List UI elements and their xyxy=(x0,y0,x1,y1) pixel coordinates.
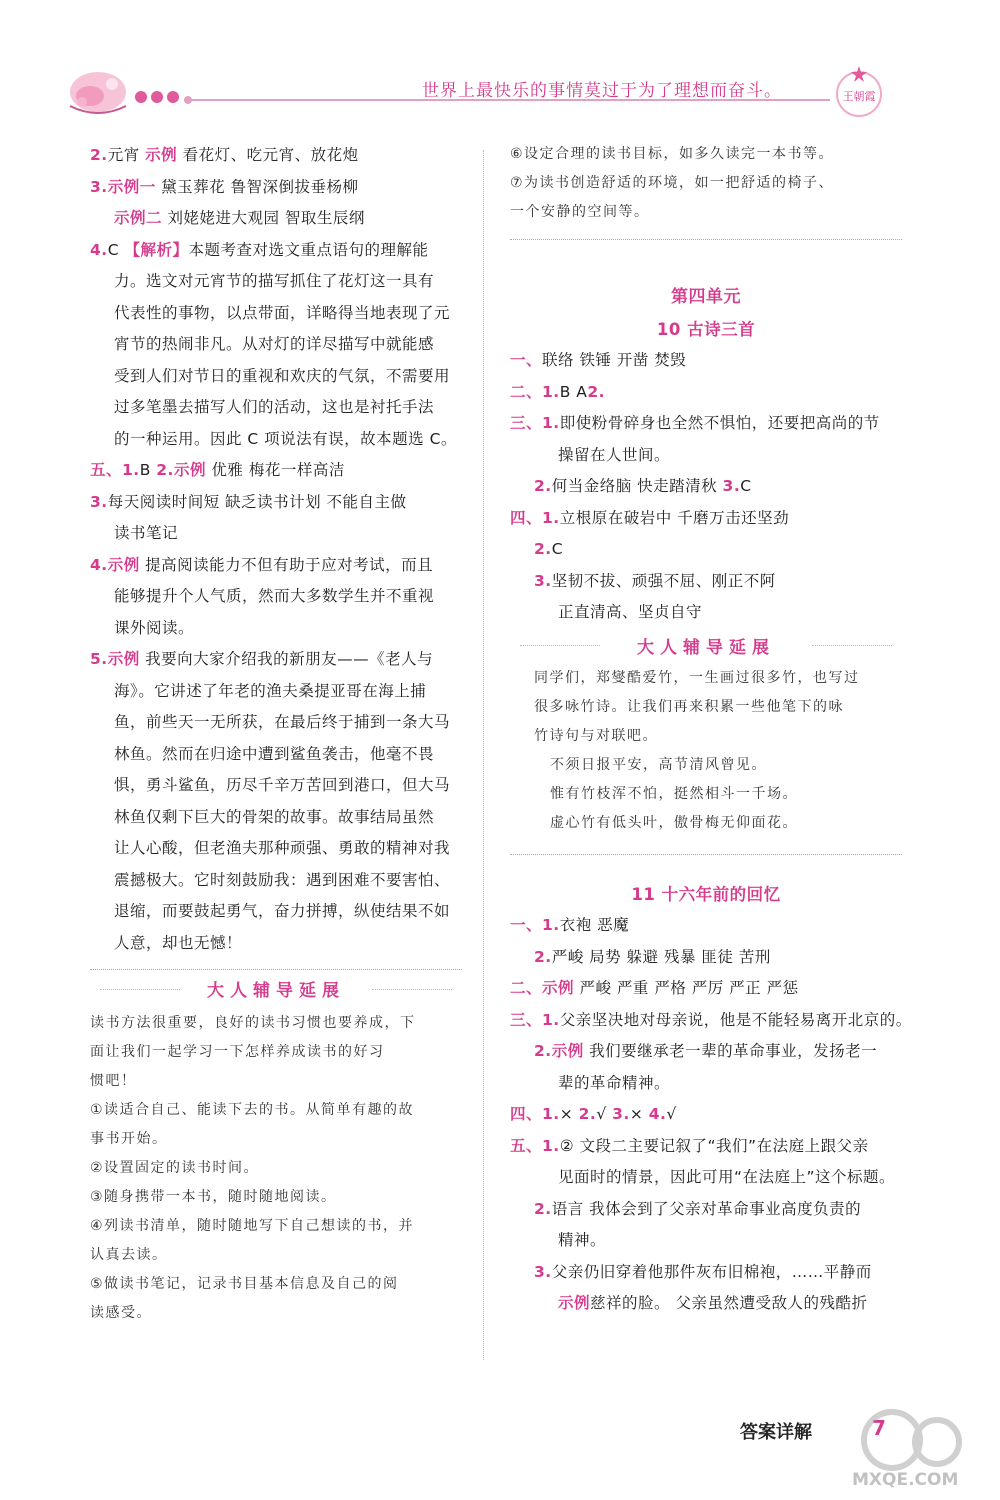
answer-text: 每天阅读时间短 缺乏读书计划 不能自主做 xyxy=(107,492,407,511)
extension-line: ⑤做读书笔记，记录书目基本信息及自己的阅 xyxy=(90,1276,399,1292)
item-number: 1. xyxy=(542,916,560,934)
answer-line xyxy=(90,833,462,865)
answer-line xyxy=(90,865,462,897)
answer-text: 元宵 xyxy=(107,146,146,164)
lesson-10-title: 10 古诗三首 xyxy=(656,319,756,339)
answer-text: 林鱼仅剩下巨大的骨架的故事。故事结局虽然 xyxy=(114,807,435,826)
answer-text: × xyxy=(559,1105,579,1123)
answer-text: 即使粉骨碎身也全然不惧怕，还要把高尚的节 xyxy=(559,414,880,432)
answer-line xyxy=(90,487,462,519)
answer-line xyxy=(510,910,902,942)
item-number: 2. xyxy=(534,947,552,966)
brand-badge-text: 王朝霞 xyxy=(842,90,876,103)
extension-line: ②设置固定的读书时间。 xyxy=(90,1160,260,1176)
lesson-11-answers xyxy=(510,910,912,1320)
answer-text: 看花灯、吃元宵、放花炮 xyxy=(177,146,359,164)
answer-text: 让人心酸，但老渔夫那种顽强、勇敢的精神对我 xyxy=(114,839,451,857)
answer-line xyxy=(510,1288,902,1320)
example-tag: 示例 xyxy=(107,555,140,574)
extension-line: 面让我们一起学习一下怎样养成读书的好习 xyxy=(90,1044,385,1060)
answer-text: 衣袍 恶魔 xyxy=(559,916,630,934)
answer-text: 联络 铁锤 开凿 焚毁 xyxy=(542,351,687,369)
item-number: 2. xyxy=(534,477,552,495)
answer-line xyxy=(510,597,902,629)
unit-title: 第四单元 xyxy=(671,287,741,307)
answer-line xyxy=(510,1005,912,1037)
answer-line xyxy=(510,408,902,440)
example-tag: 示例 xyxy=(551,1042,584,1060)
item-number: 1. xyxy=(542,508,560,527)
item-number: 1. xyxy=(122,461,140,479)
item-number: 3. xyxy=(722,477,741,495)
extension-line: 竹诗句与对联吧。 xyxy=(534,727,658,744)
answer-text: 父亲虽然遭受敌人的残酷折 xyxy=(675,1294,868,1312)
answer-text: 力。选文对元宵节的描写抓住了花灯这一具有 xyxy=(114,272,435,290)
answer-text: 代表性的事物，以点带面，详略得当地表现了元 xyxy=(114,303,451,322)
answer-text: 严峻 严重 严格 严厉 严正 严惩 xyxy=(574,979,799,997)
item-number: 2. xyxy=(578,1105,597,1123)
answer-line xyxy=(90,613,462,645)
poem-line: 虚心竹有低头叶，傲骨梅无仰面花。 xyxy=(550,814,798,831)
answer-line xyxy=(510,440,902,472)
item-number: 2. xyxy=(587,382,606,401)
answer-text: 精神。 xyxy=(558,1231,607,1249)
answer-line xyxy=(510,1225,902,1257)
item-number: 2. xyxy=(90,146,108,164)
answer-line xyxy=(510,973,902,1005)
answer-text: 操留在人世间。 xyxy=(558,445,671,464)
example-tag: 【解析】 xyxy=(124,240,189,259)
answer-text: 父亲坚决地对母亲说，他是不能轻易离开北京的。 xyxy=(559,1010,912,1029)
extension-line: ③随身携带一本书，随时随地阅读。 xyxy=(90,1189,337,1205)
answer-line xyxy=(510,1068,902,1100)
answer-text: 的一种运用。因此 C 项说法有误，故本题选 C。 xyxy=(114,429,457,448)
section-marker: 三、 xyxy=(510,1010,543,1029)
poem-line: 不须日报平安，高节清风曾见。 xyxy=(550,756,767,773)
right-extension-body xyxy=(510,664,902,838)
item-number: 4. xyxy=(90,240,108,259)
brand-badge-icon xyxy=(832,62,886,118)
extension-line: ⑥设定合理的读书目标，如多久读完一本书等。 xyxy=(510,146,835,162)
extension-line: ①读适合自己、能读下去的书。从简单有趣的故 xyxy=(90,1102,415,1118)
flower-decoration-icon xyxy=(134,90,182,104)
answer-text: 黛玉葬花 鲁智深倒拔垂杨柳 xyxy=(155,177,359,196)
answer-text: 我要向大家介绍我的新朋友——《老人与 xyxy=(139,650,434,668)
item-number: 4. xyxy=(648,1105,667,1123)
answer-text: 受到人们对节日的重视和欢庆的气氛，不需要用 xyxy=(114,366,451,385)
answer-text: 父亲仍旧穿着他那件灰布旧棉袍，……平静而 xyxy=(551,1262,872,1281)
answer-text: C xyxy=(551,540,564,558)
extension-line: 事书开始。 xyxy=(90,1131,168,1147)
answer-text: 提高阅读能力不但有助于应对考试，而且 xyxy=(139,555,434,574)
answer-line xyxy=(90,266,462,298)
answer-line xyxy=(90,424,462,456)
page-header xyxy=(0,0,1000,130)
answer-line xyxy=(90,329,462,361)
answer-text: 海》。它讲述了年老的渔夫桑提亚哥在海上捕 xyxy=(114,681,427,700)
answer-text: 人意，却也无憾！ xyxy=(114,933,243,952)
answer-text: 语言 我体会到了父亲对革命事业高度负责的 xyxy=(551,1199,862,1218)
poem-line: 惟有竹枝浑不怕，挺然相斗一千场。 xyxy=(550,785,798,802)
example-tag: 示例 xyxy=(558,1294,591,1312)
answer-line xyxy=(510,566,902,598)
example-tag: 示例一 xyxy=(107,177,156,196)
right-column xyxy=(510,140,912,1320)
answer-text: 坚韧不拔、顽强不屈、刚正不阿 xyxy=(551,571,776,590)
answer-line xyxy=(90,644,462,676)
footer-label: 答案详解 xyxy=(740,1422,812,1443)
page-number: 7 xyxy=(872,1416,886,1440)
answer-line xyxy=(90,298,462,330)
header-motto: 世界上最快乐的事情莫过于为了理想而奋斗。 xyxy=(422,81,782,101)
separator xyxy=(510,239,902,240)
answer-text: 刘姥姥进大观园 智取生辰纲 xyxy=(162,209,365,227)
answer-text: 优雅 梅花一样高洁 xyxy=(205,461,345,479)
answer-text: ② 文段二主要记叙了“我们”在法庭上跟父亲 xyxy=(559,1136,869,1155)
extension-line: 读书方法很重要，良好的读书习惯也要养成，下 xyxy=(90,1015,416,1031)
extension-line: ④列读书清单，随时随地写下自己想读的书，并 xyxy=(90,1218,415,1234)
answer-line xyxy=(90,392,462,424)
answer-line xyxy=(90,581,462,613)
answer-line xyxy=(90,550,462,582)
extension-line: 惯吧！ xyxy=(90,1073,137,1089)
answer-text: 正直清高、坚贞自守 xyxy=(558,603,703,621)
section-marker: 四、 xyxy=(510,508,543,527)
answer-line xyxy=(90,707,462,739)
answer-text: 过多笔墨去描写人们的活动，这也是衬托手法 xyxy=(114,398,435,416)
answer-text: 见面时的情景，因此可用“在法庭上”这个标题。 xyxy=(558,1168,896,1186)
answer-line xyxy=(510,1257,902,1289)
example-tag: 示例 xyxy=(107,650,140,668)
item-number: 1. xyxy=(542,414,560,432)
section-marker: 五、 xyxy=(510,1136,543,1155)
example-tag: 示例二 xyxy=(114,209,163,227)
answer-line xyxy=(90,928,462,960)
answer-text: 能够提升个人气质，然而大多数学生并不重视 xyxy=(114,587,435,605)
answer-text: 严峻 局势 躲避 残暴 匪徒 苦刑 xyxy=(551,947,771,966)
answer-line xyxy=(510,1194,902,1226)
answer-line xyxy=(90,361,462,393)
answer-text: 惧，勇斗鲨鱼，历尽千辛万苦回到港口，但大马 xyxy=(114,776,451,794)
section-marker: 一、 xyxy=(510,916,543,934)
answer-line xyxy=(90,455,462,487)
right-extension-title: 大人辅导延展 xyxy=(510,633,902,658)
section-marker: 二、 xyxy=(510,382,543,401)
left-extension-title: 大人辅导延展 xyxy=(90,976,462,1001)
column-divider xyxy=(483,150,484,1360)
answer-line xyxy=(510,345,902,377)
answer-text: 课外阅读。 xyxy=(114,618,195,637)
item-number: 5. xyxy=(90,650,108,668)
lesson-11-title: 11 十六年前的回忆 xyxy=(631,884,781,904)
item-number: 1. xyxy=(542,1105,560,1123)
answer-line xyxy=(510,1162,902,1194)
item-number: 4. xyxy=(90,555,108,574)
answer-line xyxy=(510,1036,902,1068)
item-number: 2. xyxy=(534,1042,552,1060)
answer-text: C xyxy=(740,477,752,495)
answer-line xyxy=(90,140,462,172)
section-marker: 四、 xyxy=(510,1105,543,1123)
example-tag: 示例 xyxy=(173,461,206,479)
answer-line xyxy=(510,942,902,974)
answer-text: 读书笔记 xyxy=(114,524,179,542)
section-marker: 二、 xyxy=(510,979,543,997)
answer-line xyxy=(90,739,462,771)
section-marker: 三、 xyxy=(510,414,543,432)
answer-text: 退缩，而要鼓起勇气，奋力拼搏，纵使结果不如 xyxy=(114,902,451,920)
answer-text: 何当金络脑 快走踏清秋 xyxy=(551,477,723,495)
extension-line: 很多咏竹诗。让我们再来积累一些他笔下的咏 xyxy=(534,698,844,715)
answer-line xyxy=(510,471,902,503)
item-number: 3. xyxy=(534,1262,552,1281)
answer-text: 震撼极大。它时刻鼓励我：遇到困难不要害怕、 xyxy=(114,870,451,889)
answer-text: A xyxy=(576,382,588,401)
item-number: 1. xyxy=(542,1136,560,1155)
answer-line xyxy=(510,1099,902,1131)
answer-text: 慈祥的脸。 xyxy=(590,1294,676,1312)
left-column xyxy=(90,140,462,1328)
example-tag: 示例 xyxy=(542,979,575,997)
lesson-10-answers xyxy=(510,345,902,629)
watermark-icon xyxy=(842,1400,972,1490)
section-marker: 五、 xyxy=(90,461,123,479)
answer-text: C xyxy=(107,240,125,259)
answer-line xyxy=(90,802,462,834)
extension-line: 读感受。 xyxy=(90,1305,152,1321)
separator xyxy=(90,969,462,970)
watermark-text: MXQE.COM xyxy=(852,1470,959,1490)
answer-text: 辈的革命精神。 xyxy=(558,1073,671,1092)
right-top-extension-body xyxy=(510,140,902,227)
cartoon-logo-icon xyxy=(60,62,130,114)
answer-text: 本题考查对选文重点语句的理解能 xyxy=(188,240,429,259)
item-number: 2. xyxy=(534,1199,552,1218)
answer-text: √ xyxy=(666,1105,677,1123)
answer-text: 立根原在破岩中 千磨万击还坚劲 xyxy=(559,508,790,527)
item-number: 1. xyxy=(542,1010,560,1029)
separator xyxy=(510,854,902,855)
answer-text: B xyxy=(139,461,157,479)
answer-line xyxy=(90,770,462,802)
answer-line xyxy=(510,534,902,566)
item-number: 3. xyxy=(90,492,108,511)
answer-text: B xyxy=(559,382,577,401)
answer-line xyxy=(90,172,462,204)
extension-line: 认真去读。 xyxy=(90,1247,168,1263)
item-number: 1. xyxy=(542,382,560,401)
answer-line xyxy=(90,203,462,235)
extension-line: 一个安静的空间等。 xyxy=(510,204,650,220)
left-extension-body xyxy=(90,1009,462,1328)
item-number: 2. xyxy=(534,540,552,558)
answer-text: × xyxy=(629,1105,649,1123)
left-answer-list xyxy=(90,140,462,959)
answer-text: 我们要继承老一辈的革命事业，发扬老一 xyxy=(583,1042,878,1060)
answer-line xyxy=(90,235,462,267)
extension-line: 同学们，郑燮酷爱竹，一生画过很多竹，也写过 xyxy=(534,669,860,686)
answer-line xyxy=(510,503,902,535)
example-tag: 示例 xyxy=(145,146,178,164)
section-marker: 一、 xyxy=(510,351,543,369)
item-number: 3. xyxy=(612,1105,630,1123)
answer-line xyxy=(90,676,462,708)
answer-line xyxy=(510,1131,902,1163)
extension-line: ⑦为读书创造舒适的环境，如一把舒适的椅子、 xyxy=(510,175,835,191)
answer-text: 鱼，前些天一无所获，在最后终于捕到一条大马 xyxy=(114,713,451,731)
answer-text: 宵节的热闹非凡。从对灯的详尽描写中就能感 xyxy=(114,335,435,353)
answer-text: √ xyxy=(596,1105,613,1123)
item-number: 3. xyxy=(90,177,108,196)
item-number: 2. xyxy=(156,461,174,479)
answer-line xyxy=(90,518,462,550)
answer-text: 林鱼。然而在归途中遭到鲨鱼袭击，他毫不畏 xyxy=(114,744,435,763)
item-number: 3. xyxy=(534,571,552,590)
answer-line xyxy=(510,377,902,409)
answer-line xyxy=(90,896,462,928)
